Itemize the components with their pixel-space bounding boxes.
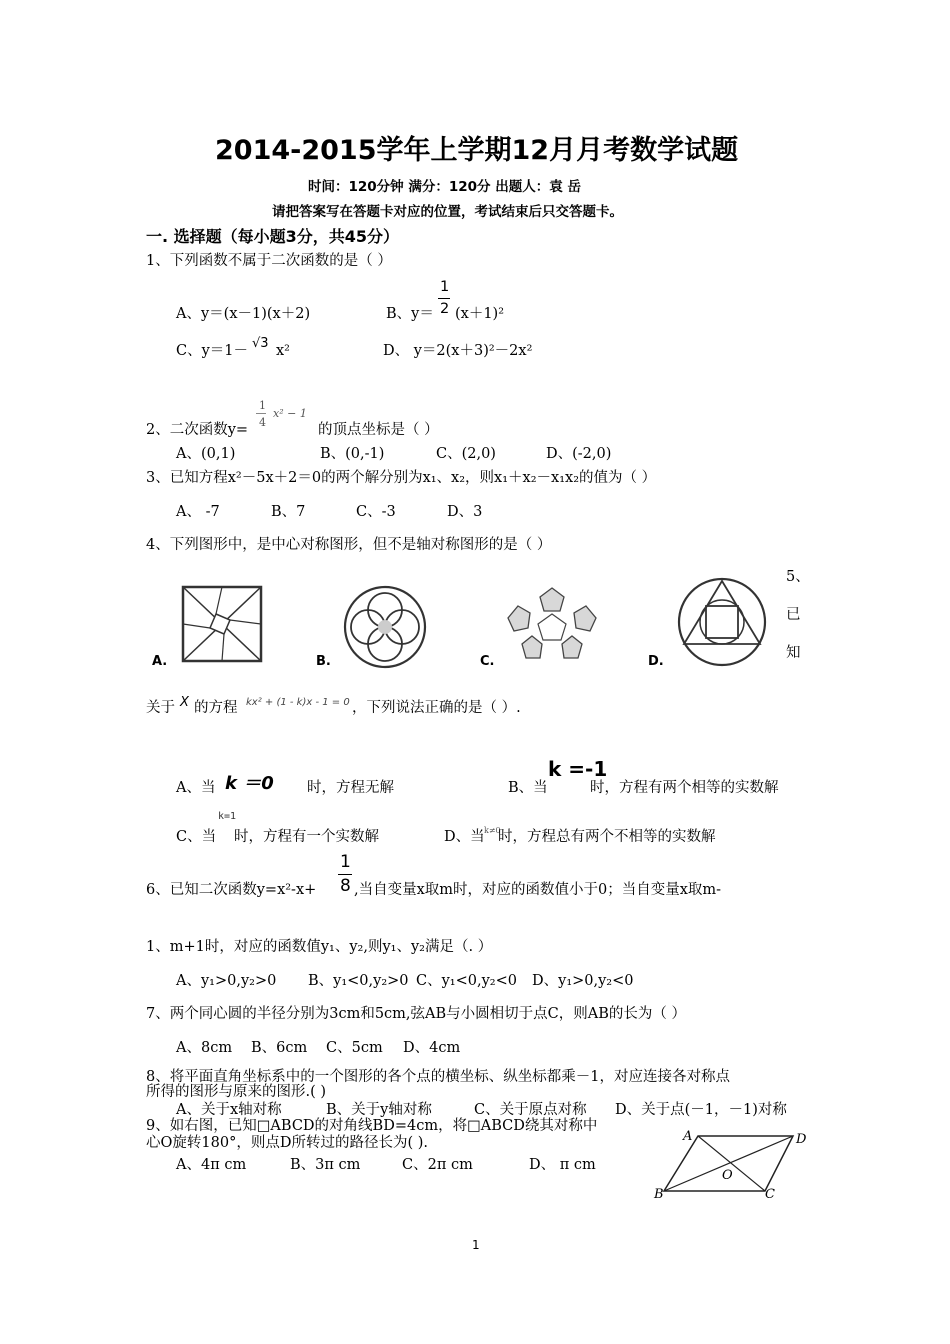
figure-c-label: C. — [480, 654, 495, 669]
q5-d-cond: k≠0 — [484, 826, 501, 835]
exam-title: 2014-2015学年上学期12月月考数学试题 — [215, 135, 739, 166]
q9-line1: 9、如右图，已知□ABCD的对角线BD=4cm，将□ABCD绕其对称中 — [146, 1118, 598, 1134]
q2-frac-den: 4 — [259, 416, 266, 429]
q5-c-post: 时，方程有一个实数解 — [234, 829, 379, 845]
q7-option-b: B、6cm — [251, 1040, 308, 1056]
page-number: 1 — [472, 1238, 480, 1252]
q2-option-d: D、(-2,0) — [546, 446, 612, 462]
q6-option-a: A、y₁>0,y₂>0 — [176, 973, 277, 989]
q1-b-frac-den: 2 — [440, 301, 450, 317]
figure-c-pentagons — [506, 584, 598, 666]
q8-option-c: C、关于原点对称 — [474, 1102, 587, 1118]
point-c-label: C — [765, 1187, 775, 1202]
q2-stem-pre: 2、二次函数y= — [146, 422, 249, 438]
q5-option-c: C、当 — [176, 829, 217, 845]
point-d-label: D — [796, 1132, 807, 1147]
q7-option-c: C、5cm — [326, 1040, 383, 1056]
q1-b-post: (x＋1)² — [455, 306, 505, 322]
q5-stem-post: ，下列说法正确的是（ ）. — [352, 700, 521, 716]
parallelogram-figure — [650, 1124, 820, 1204]
q6-line2: 1、m+1时，对应的函数值y₁、y₂,则y₁、y₂满足（. ） — [146, 939, 493, 955]
q1-option-c: C、y＝1－ — [176, 343, 249, 359]
q9-line2: 心O旋转180°，则点D所转过的路径长为( ). — [146, 1135, 428, 1151]
q4-stem: 4、下列图形中，是中心对称图形，但不是轴对称图形的是（ ） — [146, 537, 552, 553]
q5-c-cond: k=1 — [218, 811, 237, 822]
q5-stem-mid: 的方程 — [194, 700, 238, 716]
q5-stem-pre: 关于 — [146, 700, 175, 716]
q8-line1: 8、将平面直角坐标系中的一个图形的各个点的横坐标、纵坐标都乘－1，对应连接各对称点 — [146, 1069, 730, 1085]
point-b-label: B — [654, 1187, 664, 1202]
q5-option-d: D、当 — [444, 829, 485, 845]
q1-c-root: √3 — [252, 336, 269, 351]
q5-side-2: 已 — [786, 607, 801, 623]
q9-option-c: C、2π cm — [402, 1157, 473, 1173]
section-title: 一. 选择题（每小题3分，共45分） — [146, 227, 400, 246]
q2-frac-num: 1 — [259, 399, 266, 412]
exam-notice: 请把答案写在答题卡对应的位置，考试结束后只交答题卡。 — [272, 204, 623, 220]
figure-a-label: A. — [152, 654, 168, 669]
q1-b-frac-bar — [438, 298, 450, 299]
q3-option-b: B、7 — [271, 504, 306, 520]
exam-info: 时间：120分钟 满分：120分 出题人：袁 岳 — [308, 179, 581, 195]
q5-side-1: 5、 — [786, 569, 810, 585]
q6-line1-post: ,当自变量x取m时，对应的函数值小于0；当自变量x取m- — [354, 882, 722, 898]
q5-b-post: 时，方程有两个相等的实数解 — [590, 780, 779, 796]
q5-a-post: 时，方程无解 — [307, 780, 394, 796]
q2-option-c: C、(2,0) — [436, 446, 496, 462]
figure-b-circle-rings — [342, 584, 428, 670]
q1-b-frac-num: 1 — [440, 279, 450, 295]
point-o-label: O — [722, 1168, 733, 1183]
q7-option-d: D、4cm — [403, 1040, 461, 1056]
q5-var: X — [180, 695, 189, 710]
q8-line2: 所得的图形与原来的图形.( ) — [146, 1084, 327, 1100]
q3-option-a: A、 -7 — [176, 504, 220, 520]
q2-option-a: A、(0,1) — [176, 446, 236, 462]
q5-d-post: 时，方程总有两个不相等的实数解 — [498, 829, 716, 845]
q6-option-b: B、y₁<0,y₂>0 — [308, 973, 409, 989]
q5-b-cond: k =-1 — [548, 757, 608, 781]
q5-option-a: A、当 — [176, 780, 216, 796]
q1-stem: 1、下列函数不属于二次函数的是（ ） — [146, 253, 392, 269]
q1-option-a: A、y＝(x－1)(x＋2) — [176, 306, 311, 322]
q7-stem: 7、两个同心圆的半径分别为3cm和5cm,弦AB与小圆相切于点C，则AB的长为（ ） — [146, 1006, 686, 1022]
q6-frac-bar — [338, 874, 352, 875]
q5-a-cond: k ＝0 — [225, 773, 274, 794]
q8-option-b: B、关于y轴对称 — [326, 1102, 432, 1118]
q8-option-a: A、关于x轴对称 — [176, 1102, 282, 1118]
q6-option-c: C、y₁<0,y₂<0 — [416, 973, 517, 989]
q3-stem: 3、已知方程x²－5x＋2＝0的两个解分别为x₁、x₂，则x₁＋x₂－x₁x₂的值为（ ） — [146, 470, 657, 486]
q3-option-d: D、3 — [447, 504, 483, 520]
point-a-label: A — [683, 1129, 693, 1144]
q5-equation: kx² + (1 - k)x - 1 = 0 — [246, 697, 350, 708]
q6-line1-pre: 6、已知二次函数y=x²-x+ — [146, 882, 317, 898]
q2-stem-post: 的顶点坐标是（ ） — [318, 422, 439, 438]
q5-option-b: B、当 — [508, 780, 548, 796]
q1-option-b: B、y＝ — [386, 306, 434, 322]
figure-a-square-pinwheel — [180, 584, 264, 664]
q2-option-b: B、(0,-1) — [320, 446, 385, 462]
q9-option-b: B、3π cm — [290, 1157, 361, 1173]
q3-option-c: C、-3 — [356, 504, 396, 520]
q9-option-a: A、4π cm — [176, 1157, 247, 1173]
q6-frac-num: 1 — [340, 852, 351, 872]
q1-option-d: D、 y＝2(x＋3)²－2x² — [383, 343, 533, 359]
q6-option-d: D、y₁>0,y₂<0 — [532, 973, 634, 989]
q8-option-d: D、关于点(－1，－1)对称 — [615, 1102, 787, 1118]
q5-side-3: 知 — [786, 645, 801, 661]
figure-b-label: B. — [316, 654, 331, 669]
figure-d-label: D. — [648, 654, 664, 669]
q1-c-post: x² — [276, 343, 290, 359]
q2-expr-tail: x² − 1 — [273, 407, 307, 420]
q7-option-a: A、8cm — [176, 1040, 233, 1056]
figure-d-circle-triangle-square — [676, 576, 768, 668]
q9-option-d: D、 π cm — [529, 1157, 596, 1173]
q6-frac-den: 8 — [340, 876, 351, 896]
